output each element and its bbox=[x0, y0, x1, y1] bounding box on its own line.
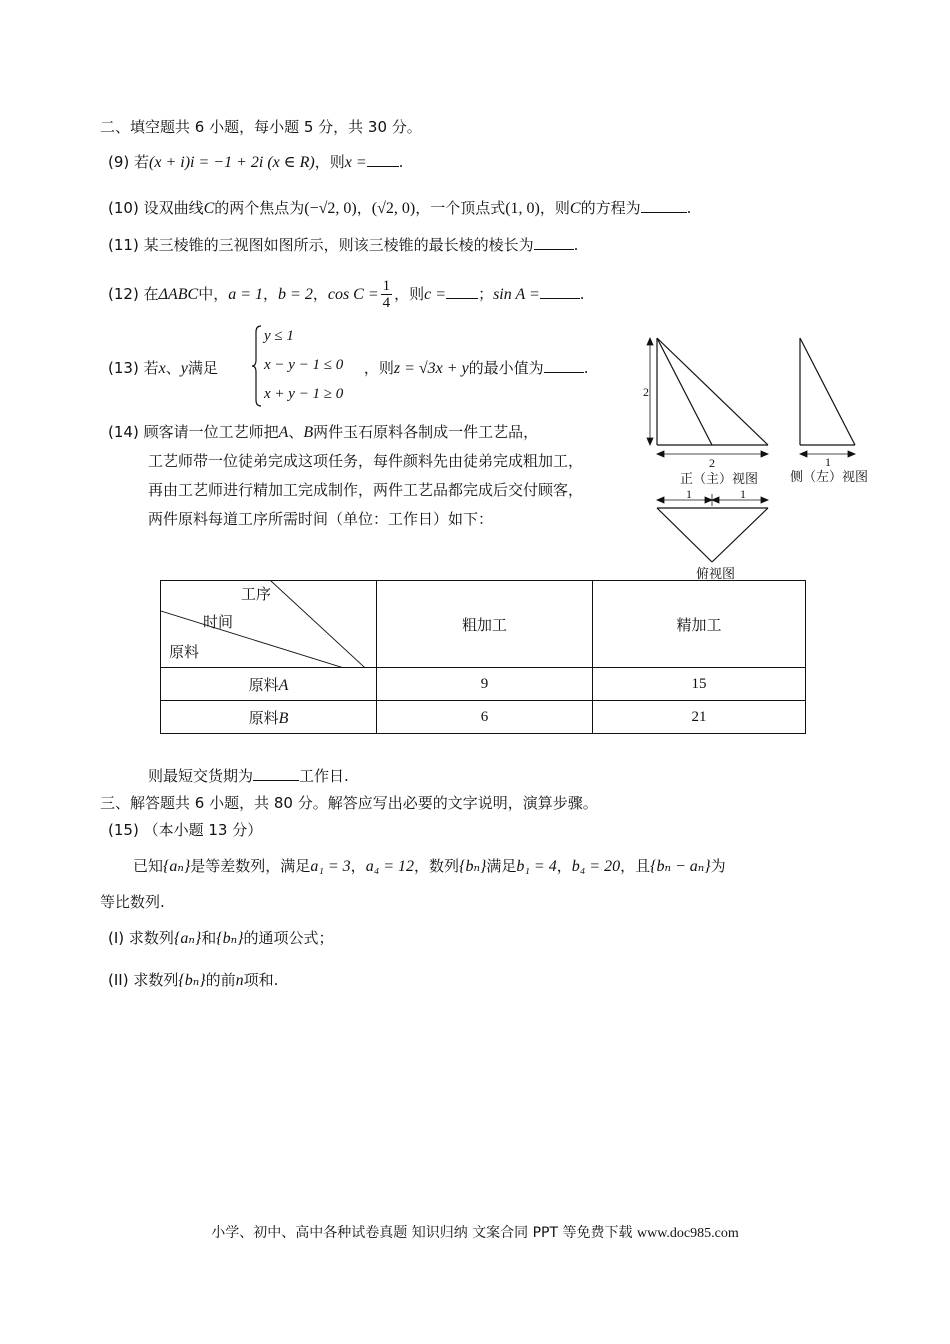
table-header-row bbox=[161, 581, 806, 668]
q13-answer-blank[interactable] bbox=[544, 356, 584, 373]
q15-text-6: 为 bbox=[710, 857, 726, 875]
q9-equation: (x + i)i = −1 + 2i (x ∈ R) bbox=[149, 154, 315, 171]
q13-text-4: 的最小值为 bbox=[468, 359, 544, 377]
side-view bbox=[800, 338, 855, 445]
col-header-rough: 粗加工 bbox=[377, 581, 593, 668]
q14-sep: 、 bbox=[288, 423, 304, 441]
row-b-var: B bbox=[278, 709, 289, 727]
q10-end: . bbox=[686, 199, 692, 217]
footer-text: 小学、初中、高中各种试卷真题 知识归纳 文案合同 PPT 等免费下载 bbox=[211, 1225, 633, 1241]
q15-part-1 bbox=[108, 928, 334, 949]
q12-number: (12) bbox=[108, 285, 139, 303]
corner-material-label: 原料 bbox=[169, 643, 200, 661]
q15-b4: b₄ = 20 bbox=[571, 858, 621, 875]
q15-part-1-number: (I) bbox=[108, 929, 125, 947]
q12-fraction-den: 4 bbox=[382, 295, 391, 311]
front-width-label: 2 bbox=[709, 456, 715, 470]
q15-part-2-text-2: 的前 bbox=[205, 971, 236, 989]
q13-constraint-1: y ≤ 1 bbox=[264, 328, 294, 344]
q12-text-3: ，则 bbox=[394, 285, 425, 303]
q15-text-1: 已知 bbox=[133, 857, 164, 875]
top-right-label: 1 bbox=[740, 487, 746, 501]
q12-sep-1: ， bbox=[263, 285, 279, 303]
q15-part-2-number: (II) bbox=[108, 971, 129, 989]
q13-text: 若 bbox=[143, 359, 159, 377]
q10-focus-1: (−√2, 0) bbox=[304, 200, 357, 217]
top-view-label: 俯视图 bbox=[696, 567, 736, 582]
q13-constraint-3: x + y − 1 ≥ 0 bbox=[264, 386, 344, 402]
top-width-dimension bbox=[657, 494, 768, 506]
q9-text: 若 bbox=[134, 153, 150, 171]
q14-answer-line bbox=[148, 764, 349, 786]
q14-answer-unit: 工作日. bbox=[299, 767, 349, 785]
q10-answer-blank[interactable] bbox=[641, 196, 687, 213]
q15-part-2-seq-b: {bₙ} bbox=[178, 972, 206, 989]
q12-sin: sin A = bbox=[493, 286, 540, 303]
col-header-fine: 精加工 bbox=[593, 581, 806, 668]
front-view bbox=[657, 338, 768, 445]
q15-seq-diff: {bₙ − aₙ} bbox=[650, 858, 711, 875]
q12-text-2: 中， bbox=[198, 285, 229, 303]
q15-part-2 bbox=[108, 970, 278, 991]
q15-part-2-n: n bbox=[235, 972, 244, 989]
q13-x: x bbox=[158, 360, 166, 377]
row-a-var: A bbox=[278, 676, 289, 694]
q15-part-1-text-3: 的通项公式； bbox=[243, 929, 334, 947]
q13-constraint-2: x − y − 1 ≤ 0 bbox=[264, 357, 344, 373]
q15-seq-a: {aₙ} bbox=[163, 858, 191, 875]
q14-text-1: 顾客请一位工艺师把 bbox=[143, 423, 279, 441]
q10-text-3: ，一个顶点式 bbox=[415, 199, 506, 217]
q15-sep-1: ， bbox=[350, 857, 366, 875]
footer-url[interactable]: www.doc985.com bbox=[636, 1226, 739, 1241]
q10-text-5: 的方程为 bbox=[580, 199, 641, 217]
q9-text-2: ，则 bbox=[314, 153, 345, 171]
three-view-figure bbox=[640, 330, 880, 580]
corner-time-label: 时间 bbox=[203, 613, 234, 631]
q12-sin-blank[interactable] bbox=[540, 282, 580, 299]
q9-unknown: x = bbox=[344, 154, 367, 171]
q12-c: c = bbox=[424, 286, 447, 303]
cell-b-fine: 21 bbox=[593, 701, 806, 734]
top-left-label: 1 bbox=[686, 487, 692, 501]
q11-number: (11) bbox=[108, 236, 139, 254]
q13-objective: z = √3x + y bbox=[393, 360, 469, 377]
q12-fraction bbox=[381, 278, 393, 311]
q15-a4: a₄ = 12 bbox=[365, 858, 415, 875]
q14-a: A bbox=[278, 424, 289, 441]
q10-c-2: C bbox=[569, 200, 581, 217]
q15-b1: b₁ = 4 bbox=[516, 858, 557, 875]
q15-text-4: 满足 bbox=[486, 857, 517, 875]
q15-score: （本小题 13 分） bbox=[143, 821, 263, 839]
q11-text: 某三棱锥的三视图如图所示，则该三棱锥的最长棱的棱长为 bbox=[143, 236, 534, 254]
cell-a-fine: 15 bbox=[593, 668, 806, 701]
row-label-b bbox=[161, 701, 377, 734]
q10-sep: ， bbox=[356, 199, 372, 217]
q10-text: 设双曲线 bbox=[143, 199, 204, 217]
q14-number: (14) bbox=[108, 423, 139, 441]
q11-answer-blank[interactable] bbox=[534, 233, 574, 250]
front-height-label: 2 bbox=[643, 385, 649, 399]
q12-c-blank[interactable] bbox=[446, 282, 478, 299]
table-row bbox=[161, 668, 806, 701]
q12-fraction-num: 1 bbox=[382, 278, 391, 294]
q15-text-5: ，且 bbox=[620, 857, 651, 875]
q12-sep-3: ； bbox=[478, 285, 494, 303]
q13-sep: 、 bbox=[165, 359, 181, 377]
q9-end: . bbox=[398, 153, 404, 171]
front-view-label: 正（主）视图 bbox=[680, 472, 759, 487]
q13-text-3: ，则 bbox=[363, 359, 394, 377]
question-15-header bbox=[108, 820, 262, 840]
q15-part-2-text-1: 求数列 bbox=[133, 971, 179, 989]
q15-part-1-text-2: 和 bbox=[201, 929, 217, 947]
q15-number: (15) bbox=[108, 821, 139, 839]
question-14-line-1 bbox=[108, 422, 538, 443]
q15-part-2-text-3: 项和. bbox=[243, 971, 279, 989]
q14-text-2: 两件玉石原料各制成一件工艺品， bbox=[313, 423, 539, 441]
q14-b: B bbox=[303, 424, 314, 441]
question-13 bbox=[108, 356, 588, 379]
q10-focus-2: (√2, 0) bbox=[371, 200, 416, 217]
q15-part-1-text-1: 求数列 bbox=[128, 929, 174, 947]
question-11 bbox=[108, 233, 578, 255]
row-a-label-text: 原料 bbox=[248, 675, 279, 694]
q15-a1: a₁ = 3 bbox=[310, 858, 351, 875]
q10-text-4: ，则 bbox=[539, 199, 570, 217]
q10-text-2: 的两个焦点为 bbox=[214, 199, 305, 217]
q12-b: b = 2 bbox=[278, 286, 313, 303]
q13-end: . bbox=[583, 359, 589, 377]
q12-triangle: ΔABC bbox=[158, 286, 199, 303]
process-time-table bbox=[160, 580, 806, 734]
q10-number: (10) bbox=[108, 199, 139, 217]
cell-b-rough: 6 bbox=[377, 701, 593, 734]
cell-a-rough: 9 bbox=[377, 668, 593, 701]
q12-end: . bbox=[579, 285, 585, 303]
table-corner-cell bbox=[161, 581, 377, 668]
q9-answer-blank[interactable] bbox=[367, 150, 399, 167]
row-label-a bbox=[161, 668, 377, 701]
q15-part-1-seq-a: {aₙ} bbox=[173, 930, 202, 947]
row-b-label-text: 原料 bbox=[248, 708, 279, 727]
q12-a: a = 1 bbox=[228, 286, 264, 303]
q15-statement bbox=[133, 856, 726, 877]
question-14-line-2: 工艺师带一位徒弟完成这项任务，每件颜料先由徒弟完成粗加工， bbox=[148, 452, 584, 470]
q13-brace bbox=[251, 324, 263, 408]
section-2-heading: 二、填空题共 6 小题，每小题 5 分，共 30 分。 bbox=[100, 118, 422, 136]
q15-text-3: ，数列 bbox=[414, 857, 460, 875]
q13-text-2: 满足 bbox=[187, 359, 218, 377]
q15-text-2: 是等差数列，满足 bbox=[190, 857, 311, 875]
q15-seq-b: {bₙ} bbox=[459, 858, 487, 875]
corner-process-label: 工序 bbox=[241, 585, 272, 603]
q9-number: (9) bbox=[108, 153, 130, 171]
table-row bbox=[161, 701, 806, 734]
top-view bbox=[657, 508, 768, 562]
q15-statement-end: 等比数列. bbox=[100, 893, 165, 911]
q12-cos: cos C = bbox=[327, 286, 379, 303]
page-footer bbox=[0, 1222, 950, 1242]
question-14-line-4: 两件原料每道工序所需时间（单位：工作日）如下： bbox=[148, 510, 494, 528]
q14-answer-blank[interactable] bbox=[253, 764, 299, 781]
question-12 bbox=[108, 278, 585, 311]
q12-sep-2: ， bbox=[312, 285, 328, 303]
question-14-line-3: 再由工艺师进行精加工完成制作，两件工艺品都完成后交付顾客， bbox=[148, 481, 584, 499]
q10-vertex: (1, 0) bbox=[505, 200, 540, 217]
side-view-label: 侧（左）视图 bbox=[790, 470, 869, 485]
q13-number: (13) bbox=[108, 359, 139, 377]
q15-part-1-seq-b: {bₙ} bbox=[216, 930, 244, 947]
q11-end: . bbox=[573, 236, 579, 254]
question-9 bbox=[108, 150, 403, 173]
q13-y: y bbox=[180, 360, 188, 377]
q10-c: C bbox=[203, 200, 215, 217]
question-10 bbox=[108, 196, 691, 219]
q15-sep-2: ， bbox=[556, 857, 572, 875]
section-3-heading: 三、解答题共 6 小题，共 80 分。解答应写出必要的文字说明，演算步骤。 bbox=[100, 794, 598, 812]
side-width-label: 1 bbox=[825, 455, 831, 469]
q12-text: 在 bbox=[143, 285, 159, 303]
q14-answer-text: 则最短交货期为 bbox=[148, 767, 254, 785]
